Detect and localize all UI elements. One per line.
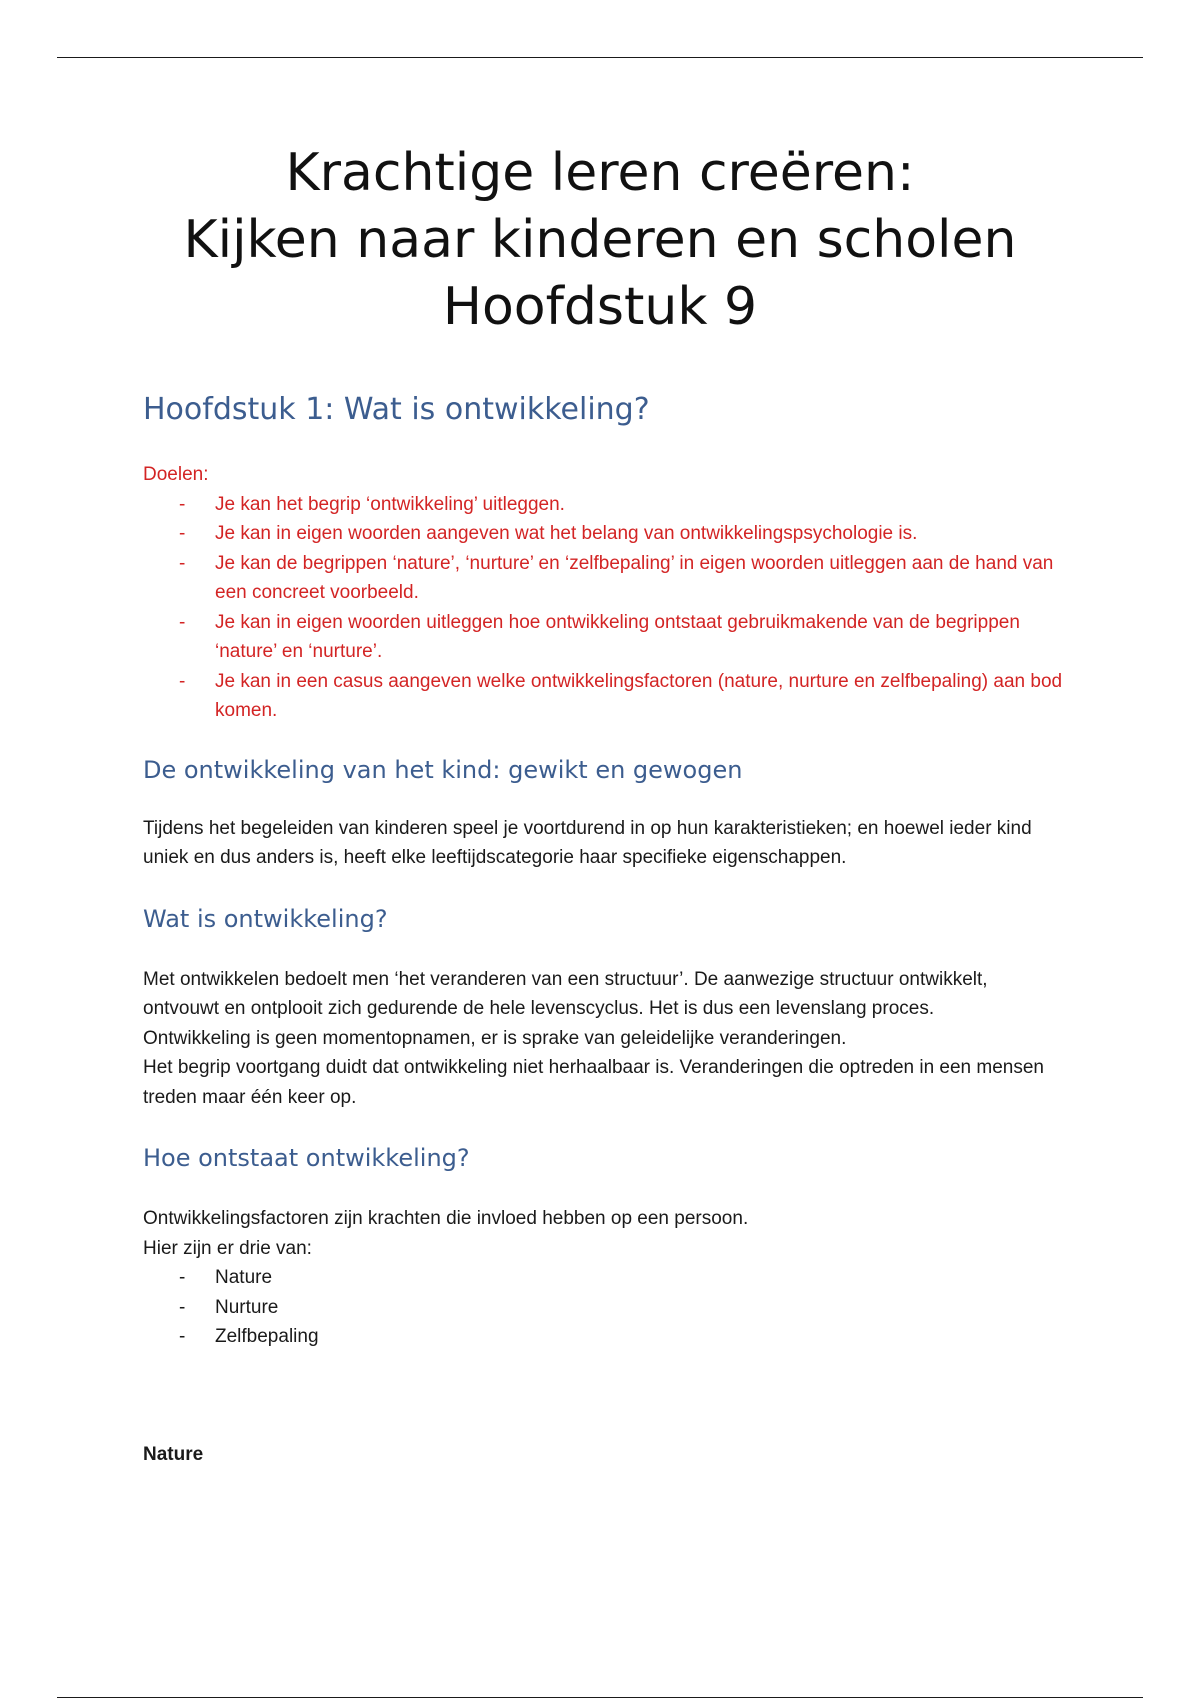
- list-item: [179, 608, 1063, 667]
- goal-text: Je kan in eigen woorden aangeven wat het belang van ontwikkelingspsychologie is.: [215, 523, 918, 544]
- list-item: [179, 1263, 1063, 1293]
- page-title-line-2: Kijken naar kinderen en scholen: [183, 210, 1017, 270]
- paragraph-three-factors: Hier zijn er drie van:: [143, 1237, 312, 1259]
- list-item: [179, 1322, 1063, 1352]
- page-title: [0, 140, 1200, 341]
- factor-text: Zelfbepaling: [215, 1326, 319, 1347]
- factor-text: Nature: [215, 1267, 273, 1288]
- list-item: [179, 549, 1063, 608]
- top-rule: [57, 57, 1143, 58]
- paragraph-development-factors: Ontwikkelingsfactoren zijn krachten die invloed hebben op een persoon.: [143, 1208, 749, 1229]
- page-title-line-1: Krachtige leren creëren:: [285, 143, 915, 203]
- goal-text: Je kan in een casus aangeven welke ontwikkelingsfactoren (nature, nurture en zelfbepaling) aan bod komen.: [215, 670, 1063, 721]
- dash-marker: -: [179, 1296, 186, 1318]
- paragraph-gradual-change: Ontwikkeling is geen momentopnamen, er is sprake van geleidelijke veranderingen.: [143, 1027, 847, 1049]
- bottom-rule: [57, 1697, 1143, 1698]
- nature-heading: Nature: [143, 1443, 204, 1465]
- dash-marker: -: [179, 611, 186, 633]
- dash-marker: -: [179, 1326, 186, 1347]
- paragraph-progress: Het begrip voortgang duidt dat ontwikkeling niet herhaalbaar is. Veranderingen die optreden in een mensen treden maar één keer op.: [143, 1057, 1044, 1108]
- list-item: [179, 1293, 1063, 1323]
- section-heading-what-is-development: Wat is ontwikkeling?: [143, 904, 388, 933]
- goal-text: Je kan het begrip ‘ontwikkeling’ uitleggen.: [215, 493, 565, 515]
- page-title-line-3: Hoofdstuk 9: [442, 277, 758, 337]
- paragraph-what-is-development: Met ontwikkelen bedoelt men ‘het veranderen van een structuur’. De aanwezige structuur ontwikkelt, ontvouwt en ontplooit zich gedurende de hele levenscyclus. Het is dus een levenslang proces.: [143, 968, 988, 1019]
- dash-marker: -: [179, 1267, 186, 1288]
- list-item: [179, 667, 1063, 726]
- section-heading-how-development-arises: Hoe ontstaat ontwikkeling?: [143, 1144, 470, 1172]
- document-body: [143, 390, 1063, 1469]
- section-heading-child-development: De ontwikkeling van het kind: gewikt en gewogen: [143, 755, 743, 784]
- list-item: [179, 490, 1063, 520]
- dash-marker: -: [179, 493, 186, 515]
- goals-list: [143, 490, 1063, 726]
- goal-text: Je kan in eigen woorden uitleggen hoe ontwikkeling ontstaat gebruikmakende van de begrippen ‘nature’ en ‘nurture’.: [215, 611, 1020, 662]
- dash-marker: -: [179, 552, 186, 574]
- list-item: [179, 519, 1063, 549]
- goal-text: Je kan de begrippen ‘nature’, ‘nurture’ en ‘zelfbepaling’ in eigen woorden uitleggen aan de hand van een concreet voorbeeld.: [215, 552, 1054, 603]
- dash-marker: -: [179, 670, 186, 692]
- chapter-heading: Hoofdstuk 1: Wat is ontwikkeling?: [143, 392, 650, 427]
- goals-label: Doelen:: [143, 464, 209, 485]
- factors-list: [143, 1263, 1063, 1352]
- paragraph-child-development: Tijdens het begeleiden van kinderen speel je voortdurend in op hun karakteristieken; en hoewel ieder kind uniek en dus anders is, heeft elke leeftijdscategorie haar specifieke eigenschappen.: [143, 817, 1032, 868]
- dash-marker: -: [179, 523, 186, 544]
- factor-text: Nurture: [215, 1296, 279, 1318]
